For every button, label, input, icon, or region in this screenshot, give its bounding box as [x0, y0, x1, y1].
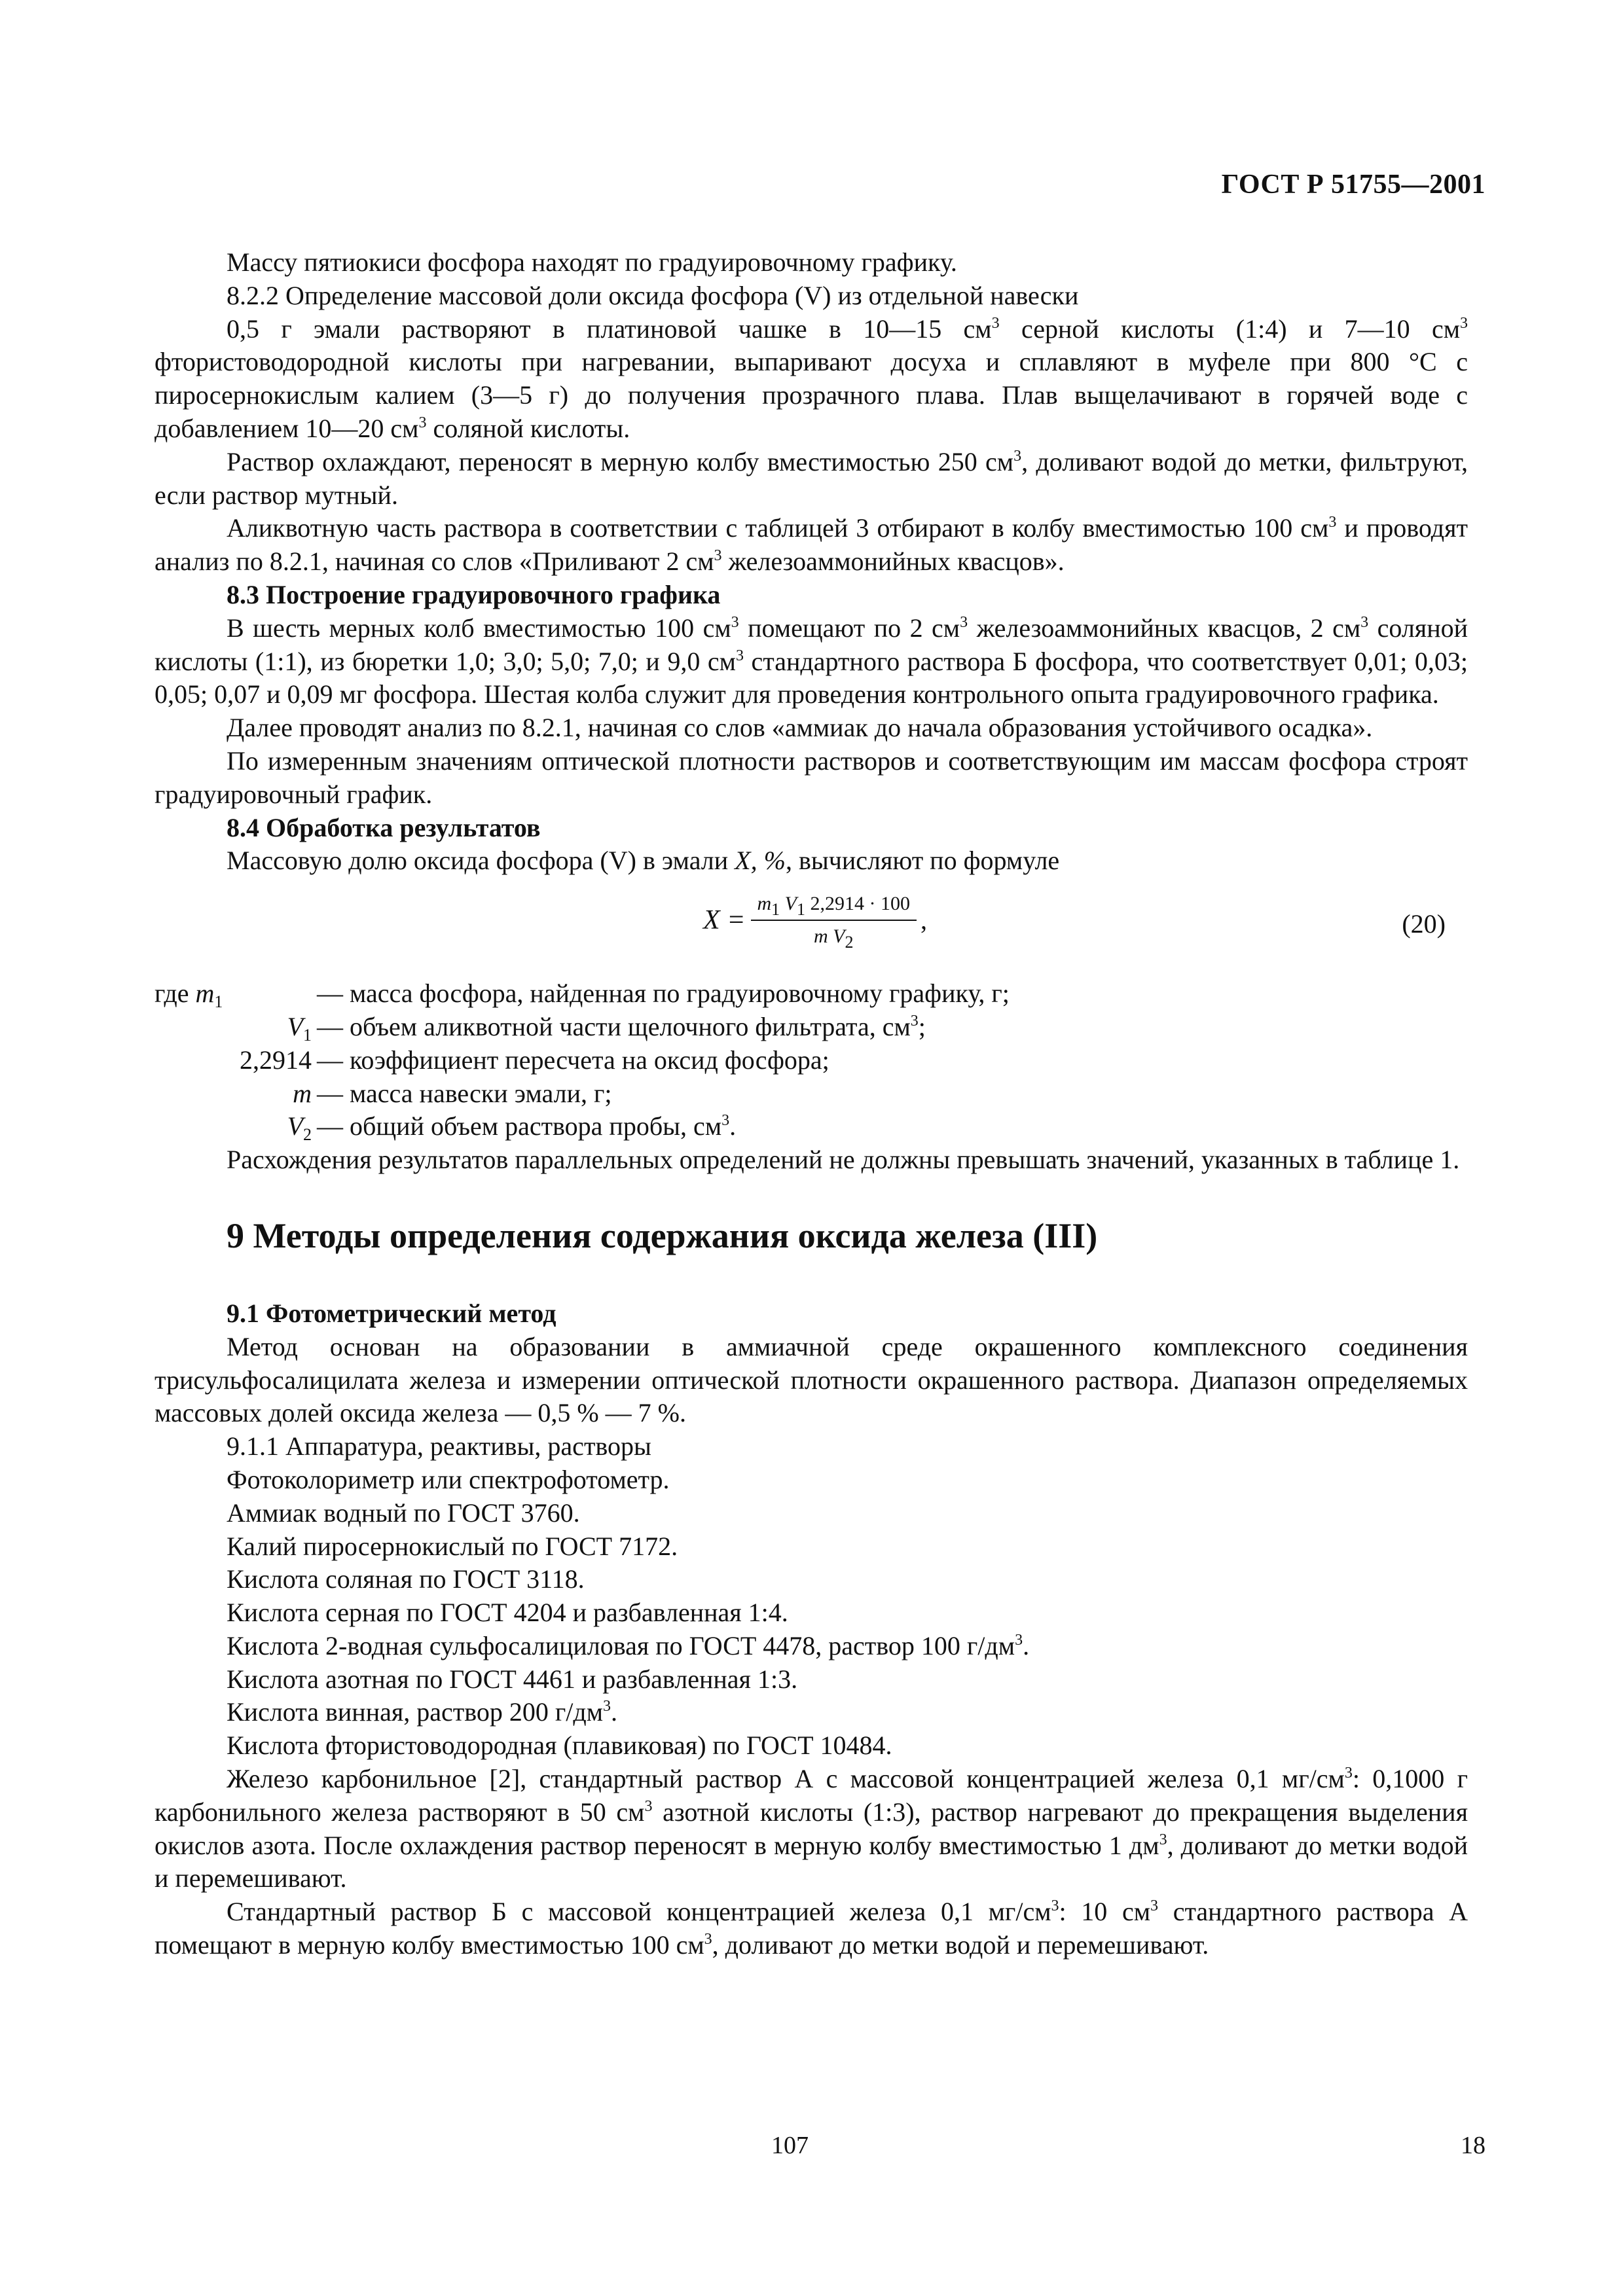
paragraph: Массовую долю оксида фосфора (V) в эмали X, %, вычисляют по формуле: [227, 846, 1060, 876]
paragraph: По измеренным значениям оптической плотности растворов и соответствующим им массам фосфора строят градуировочный график.: [155, 745, 1468, 809]
paragraph: Массу пятиокиси фосфора находят по градуировочному графику.: [227, 247, 957, 277]
paragraph: Расхождения результатов параллельных определений не должны превышать значений, указанных в таблице 1.: [227, 1145, 1460, 1175]
definition-row: 2,2914 — коэффициент пересчета на оксид фосфора;: [240, 1045, 830, 1075]
subsection-heading-9-1-1: 9.1.1 Аппаратура, реактивы, растворы: [227, 1431, 651, 1462]
reagent-item: Кислота серная по ГОСТ 4204 и разбавленная 1:4.: [227, 1598, 788, 1628]
paragraph: Раствор охлаждают, переносят в мерную колбу вместимостью 250 $см^3$, доливают водой до метки, фильтруют, если раствор мутный.: [155, 446, 1468, 510]
paragraph: Железо карбонильное [2], стандартный раствор А с массовой концентрацией железа 0,1 $мг/см^3$: 0,1000 г карбонильного железа растворяют в 50 $см^3$ азотной кислоты (1:3), раствор нагревают до прекращения выделения окислов азота. После охлаждения раствор переносят в мерную колбу вместимостью 1 $дм^3$, доливают до метки водой и перемешивают.: [155, 1764, 1468, 1893]
paragraph: Метод основан на образовании в аммиачной среде окрашенного комплексного соединения трисульфосалицилата железа и измерении оптической плотности окрашенного раствора. Диапазон определяемых массовых долей оксида железа — 0,5 % — 7 %.: [155, 1331, 1468, 1428]
formula-20: [155, 878, 1468, 977]
reagent-item: Фотоколориметр или спектрофотометр.: [227, 1464, 670, 1494]
equation-number: (20): [1402, 909, 1446, 939]
reagent-item: Калий пиросернокислый по ГОСТ 7172.: [227, 1531, 678, 1561]
definition-row: где $m_1$ — масса фосфора, найденная по градуировочному графику, г;: [155, 978, 1010, 1012]
reagent-item: Кислота винная, раствор 200 $г/дм^3$.: [227, 1697, 618, 1727]
reagent-item: Аммиак водный по ГОСТ 3760.: [227, 1498, 580, 1528]
paragraph: 0,5 г эмали растворяют в платиновой чашке в 10—15 $см^3$ серной кислоты (1:4) и 7—10 $см^3$ фтористоводородной кислоты при нагревании, выпаривают досуха и сплавляют в муфеле при 800 °С с пиросернокислым калием (3—5 г) до получения прозрачного плава. Плав выщелачивают в горячей воде с добавлением 10—20 $см^3$ соляной кислоты.: [155, 314, 1468, 443]
section-title-9: 9 Методы определения содержания оксида железа (III): [227, 1215, 1098, 1255]
page-number-right: 18: [1461, 2132, 1486, 2159]
paragraph: Далее проводят анализ по 8.2.1, начиная со слов «аммиак до начала образования устойчивого осадка».: [227, 713, 1373, 743]
document-code: ГОСТ Р 51755—2001: [1221, 170, 1486, 200]
reagent-item: Кислота фтористоводородная (плавиковая) по ГОСТ 10484.: [227, 1731, 892, 1761]
reagent-item: Кислота 2-водная сульфосалициловая по ГОСТ 4478, раствор 100 $г/дм^3$.: [227, 1630, 1030, 1660]
subsection-heading-8-2-2: 8.2.2 Определение массовой доли оксида фосфора (V) из отдельной навески: [227, 280, 1079, 310]
section-heading-8-3: 8.3 Построение градуировочного графика: [227, 579, 721, 609]
reagent-item: Кислота соляная по ГОСТ 3118.: [227, 1564, 585, 1594]
paragraph: Аликвотную часть раствора в соответствии с таблицей 3 отбирают в колбу вместимостью 100 $см^3$ и проводят анализ по 8.2.1, начиная со слов «Приливают 2 $см^3$ железоаммонийных квасцов».: [155, 513, 1468, 577]
section-heading-9-1: 9.1 Фотометрический метод: [227, 1298, 556, 1328]
definition-row: $V_1$ — объем аликвотной части щелочного фильтрата, $см^3$;: [287, 1011, 926, 1045]
reagent-item: Кислота азотная по ГОСТ 4461 и разбавленная 1:3.: [227, 1664, 798, 1694]
paragraph: В шесть мерных колб вместимостью 100 $см^3$ помещают по 2 $см^3$ железоаммонийных квасцов, 2 $см^3$ соляной кислоты (1:1), из бюретки 1,0; 3,0; 5,0; 7,0; и 9,0 $см^3$ стандартного раствора Б фосфора, что соответствует 0,01; 0,03; 0,05; 0,07 и 0,09 мг фосфора. Шестая колба служит для проведения контрольного опыта градуировочного графика.: [155, 613, 1468, 709]
paragraph: Стандартный раствор Б с массовой концентрацией железа 0,1 $мг/см^3$: 10 $см^3$ стандартного раствора А помещают в мерную колбу вместимостью 100 $см^3$, доливают до метки водой и перемешивают.: [155, 1897, 1468, 1960]
page-content: [155, 246, 1468, 1962]
definition-row: $V_2$ — общий объем раствора пробы, $см^3$.: [287, 1111, 737, 1145]
formula-fraction: $\frac{m_1 V_1 2,2914 \cdot 100}{m V_2}$: [751, 891, 917, 950]
formula-expression: X = $\frac{m_1 V_1 2,2914 \cdot 100}{m V_2}$ ,: [703, 891, 927, 950]
section-heading-8-4: 8.4 Обработка результатов: [227, 812, 541, 842]
page-number-center: 107: [771, 2132, 809, 2159]
definition-row: m — масса навески эмали, г;: [293, 1078, 612, 1108]
variable-definitions: [155, 977, 1468, 1143]
